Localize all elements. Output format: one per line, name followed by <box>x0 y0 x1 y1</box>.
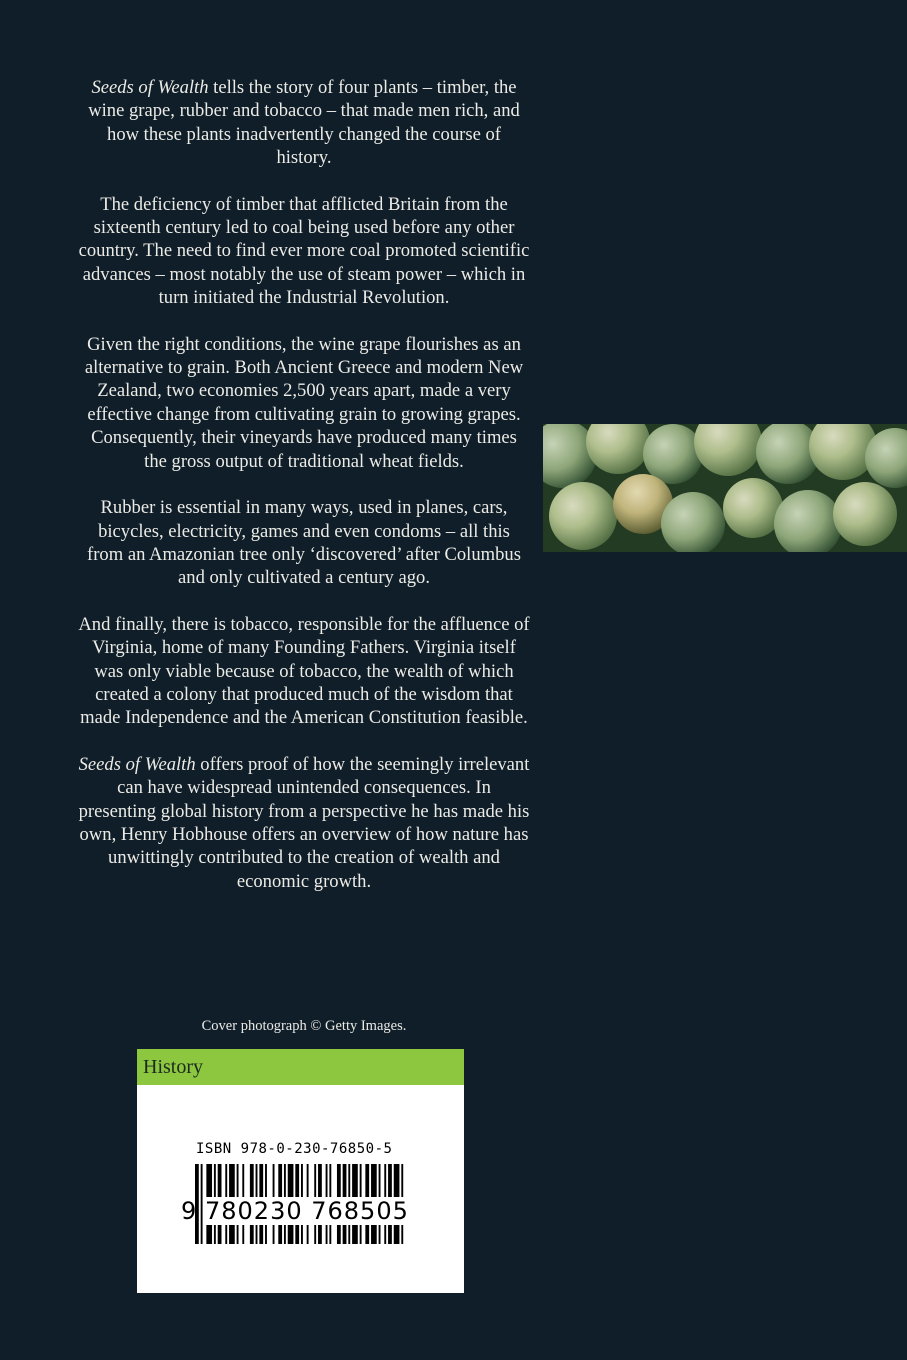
barcode-panel <box>137 1049 464 1293</box>
barcode-first-digit: 9 <box>181 1197 198 1225</box>
book-title: Seeds of Wealth <box>91 77 209 98</box>
book-title: Seeds of Wealth <box>78 753 196 775</box>
blurb-paragraph-4: Rubber is essential in many ways, used in planes, cars, bicycles, electricity, games and even condoms – all this from an Amazonian tree only ‘discovered’ after Columbus and only cultivated a century ago. <box>87 497 521 589</box>
blurb-paragraph-6: Seeds of Wealth offers proof of how the seemingly irrelevant can have widespread unintended consequences. In presenting global history from a perspective he has made his own, Henry Hobhouse offers an overview of how nature has unwittingly contributed to the creation of wealth and economic growth. <box>78 753 530 892</box>
category-label: History <box>137 1049 464 1085</box>
blurb-paragraph-3: Given the right conditions, the wine grape flourishes as an alternative to grain. Both Ancient Greece and modern New Zealand, two economies 2,500 years apart, made a very effective change from cultivating grain to growing grapes. Consequently, their vineyards have produced many times the gross output of traditional wheat fields. <box>84 333 524 472</box>
isbn-label: ISBN 978-0-230-76850-5 <box>196 1141 393 1157</box>
photo-credit: Cover photograph © Getty Images. <box>201 1018 407 1034</box>
barcode-digit-groups: 780230 768505 <box>205 1197 409 1225</box>
blurb-paragraph-5: And finally, there is tobacco, responsible for the affluence of Virginia, home of many Founding Fathers. Virginia itself was only viable because of tobacco, the wealth of which created a colony that produced much of the wisdom that made Independence and the American Constitution feasible. <box>78 613 530 729</box>
grape-photo <box>543 424 907 552</box>
back-cover-blurb <box>78 76 530 916</box>
blurb-paragraph-2: The deficiency of timber that afflicted Britain from the sixteenth century led to coal being used before any other country. The need to find ever more coal promoted scientific advances – most notably the use of steam power – which in turn initiated the Industrial Revolution. <box>78 193 530 309</box>
blurb-paragraph-1: Seeds of Wealth tells the story of four plants – timber, the wine grape, rubber and tobacco – that made men rich, and how these plants inadvertently changed the course of history. <box>88 77 520 169</box>
